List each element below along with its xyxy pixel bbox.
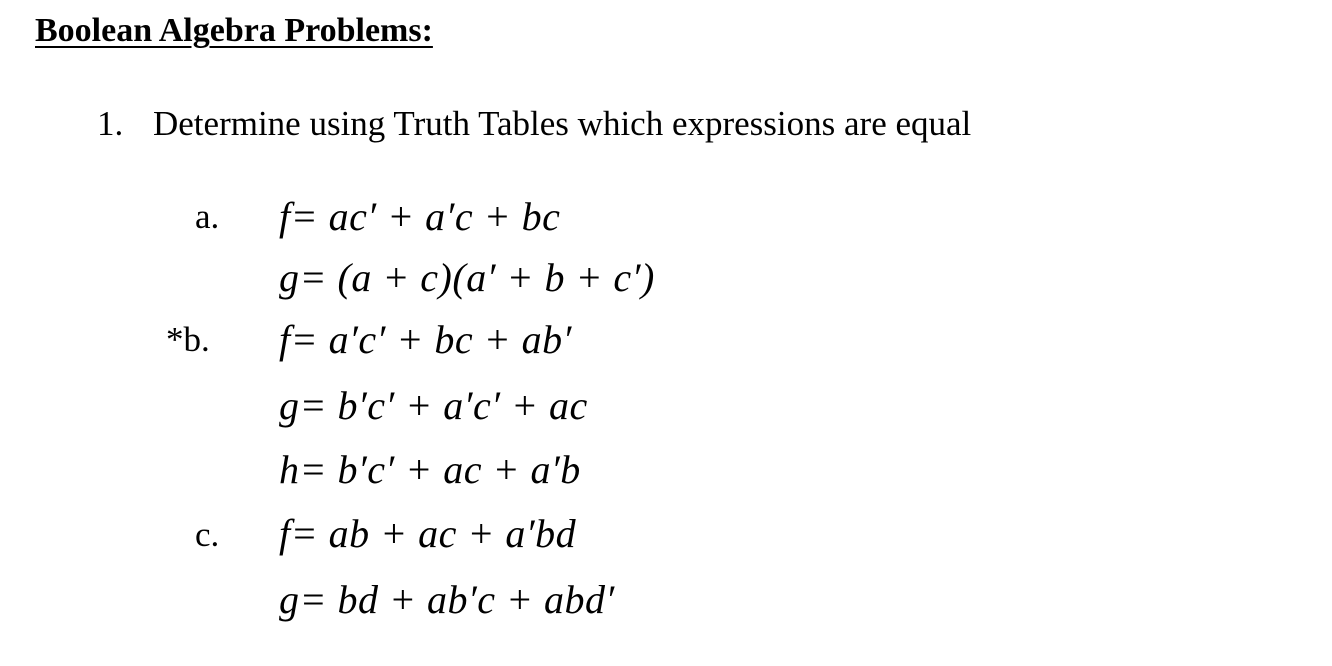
problem-1 — [97, 104, 971, 144]
problem-text: Determine using Truth Tables which expressions are equal — [153, 104, 972, 143]
equation-a-f: f= ac′ + a′c + bc — [279, 194, 561, 239]
part-b-label: *b. — [166, 320, 210, 359]
equation-b-f: f= a′c′ + bc + ab′ — [279, 317, 572, 362]
equation-b-g: g= b′c′ + a′c′ + ac — [279, 383, 588, 428]
equation-c-f: f= ab + ac + a′bd — [279, 511, 577, 556]
part-a-label: a. — [195, 197, 220, 236]
page-heading: Boolean Algebra Problems: — [35, 12, 433, 49]
problem-number: 1. — [97, 104, 124, 143]
equation-c-g: g= bd + ab′c + abd′ — [279, 577, 615, 622]
equation-a-g: g= (a + c)(a′ + b + c′) — [279, 255, 655, 300]
part-c-label: c. — [195, 515, 220, 554]
equation-b-h: h= b′c′ + ac + a′b — [279, 447, 581, 492]
